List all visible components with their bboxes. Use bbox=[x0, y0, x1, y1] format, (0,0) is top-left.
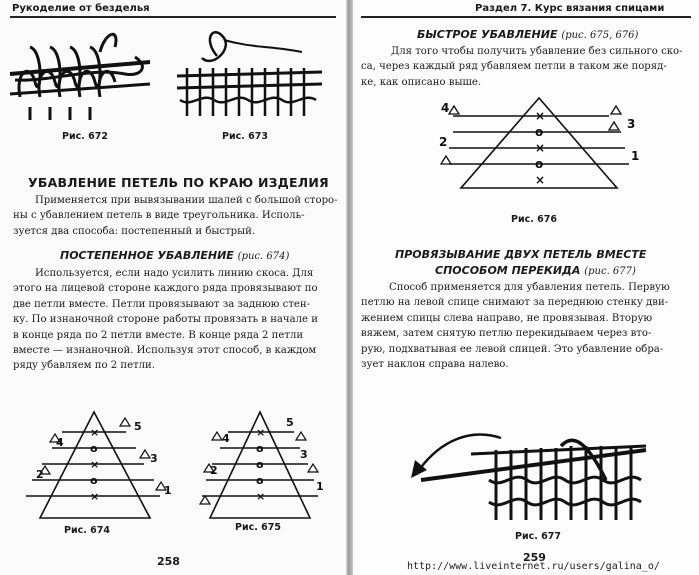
body-line: две петли вместе. Петли провязывают за заднюю стен- bbox=[13, 298, 311, 310]
figure-677-caption: Рис. 677 bbox=[515, 531, 561, 542]
fig675-row-number: 1 bbox=[316, 480, 324, 493]
intro-paragraph bbox=[13, 193, 338, 239]
figure-677-illustration bbox=[411, 420, 651, 530]
left-page bbox=[0, 0, 346, 575]
section2-title-line2 bbox=[435, 264, 636, 277]
figure-676-caption: Рис. 676 bbox=[511, 214, 557, 225]
figure-673-caption: Рис. 673 bbox=[222, 131, 268, 142]
body-line: вместе — изнаночной. Используя этот способ, в каждом bbox=[13, 345, 317, 357]
fig674-row-number: 1 bbox=[164, 484, 172, 497]
body-line: в конце ряда по 2 петли вместе. В конце ряда 2 петли bbox=[13, 329, 304, 341]
figure-676-diagram bbox=[439, 96, 639, 194]
section1-title-text: БЫСТРОЕ УБАВЛЕНИЕ bbox=[417, 28, 558, 41]
fig674-symbol: o bbox=[90, 474, 98, 487]
right-running-header: Раздел 7. Курс вязания спицами bbox=[475, 3, 665, 14]
right-header-rule bbox=[361, 16, 691, 18]
left-page-number: 258 bbox=[157, 555, 180, 568]
fig676-symbol: o bbox=[535, 157, 544, 171]
section1-line: Для того чтобы получить убавление без сильного ско- bbox=[391, 46, 683, 57]
watermark-url: http://www.liveinternet.ru/users/galina_o/ bbox=[407, 561, 660, 572]
figure-673-illustration bbox=[172, 28, 327, 120]
subsection-title-text: ПОСТЕПЕННОЕ УБАВЛЕНИЕ bbox=[60, 249, 234, 262]
section2-title-line2-text: СПОСОБОМ ПЕРЕКИДА bbox=[435, 264, 581, 277]
figure-675-diagram bbox=[200, 410, 330, 522]
section2-line: зует наклон справа налево. bbox=[361, 359, 509, 371]
fig676-symbol: o bbox=[535, 125, 544, 139]
fig676-symbol: × bbox=[535, 141, 546, 155]
subsection-figure-ref: (рис. 674) bbox=[237, 251, 290, 262]
figure-674-diagram bbox=[22, 410, 172, 522]
fig675-row-number: 4 bbox=[222, 432, 230, 445]
gradual-paragraph bbox=[13, 266, 335, 374]
right-page-number: 259 bbox=[523, 551, 546, 564]
fig675-symbol: o bbox=[256, 474, 264, 487]
section2-line: петлю на левой спице снимают за переднюю стенку дви- bbox=[361, 297, 669, 309]
figure-675-caption: Рис. 675 bbox=[235, 522, 281, 533]
body-line: Используется, если надо усилить линию скоса. Для bbox=[35, 268, 314, 279]
section-title-edge-decrease: УБАВЛЕНИЕ ПЕТЕЛЬ ПО КРАЮ ИЗДЕЛИЯ bbox=[28, 175, 329, 190]
fig675-row-number: 5 bbox=[286, 416, 294, 429]
intro-line: ны с убавлением петель в виде треугольника. Исполь- bbox=[13, 210, 305, 222]
fig674-row-number: 5 bbox=[134, 420, 142, 433]
fig674-row-number: 3 bbox=[150, 452, 158, 465]
fig674-symbol: × bbox=[90, 490, 100, 503]
section2-line: вяжем, затем снятую петлю перекидываем через вто- bbox=[361, 328, 652, 340]
fig674-row-number: 4 bbox=[56, 436, 64, 449]
fig676-row-number: 4 bbox=[441, 101, 450, 115]
fig676-symbol: × bbox=[535, 173, 546, 187]
section1-figure-ref: (рис. 675, 676) bbox=[561, 30, 639, 41]
fig675-symbol: o bbox=[256, 442, 264, 455]
fig674-symbol: × bbox=[90, 458, 100, 471]
fig674-symbol: o bbox=[90, 442, 98, 455]
fig676-row-number: 2 bbox=[439, 135, 448, 149]
figure-674-caption: Рис. 674 bbox=[64, 525, 110, 536]
fig675-row-number: 2 bbox=[210, 464, 218, 477]
section1-line: ке, как описано выше. bbox=[361, 76, 482, 88]
section2-title-line1: ПРОВЯЗЫВАНИЕ ДВУХ ПЕТЕЛЬ ВМЕСТЕ bbox=[395, 248, 647, 261]
fig675-symbol: × bbox=[256, 490, 266, 503]
subsection-title-gradual bbox=[60, 249, 289, 262]
fig675-row-number: 3 bbox=[300, 448, 308, 461]
fig675-symbol: o bbox=[256, 458, 264, 471]
section2-line: рую, подхватывая ее левой спицей. Это убавление обра- bbox=[361, 343, 664, 355]
intro-line: Применяется при вывязывании шалей с большой сторо- bbox=[35, 195, 338, 206]
fig674-symbol: × bbox=[90, 426, 100, 439]
section-title-fast-decrease bbox=[417, 28, 638, 41]
section1-line: са, через каждый ряд убавляем петли в таком же поряд- bbox=[361, 61, 667, 73]
section2-line: Способ применяется для убавления петель. Первую bbox=[389, 282, 670, 293]
left-running-header: Рукоделие от безделья bbox=[12, 3, 150, 14]
intro-line: зуется два способа: постепенный и быстрый. bbox=[13, 225, 256, 237]
body-line: этого на лицевой стороне каждого ряда провязывают по bbox=[13, 283, 318, 295]
figure-672-illustration bbox=[10, 22, 160, 122]
body-line: ряду убавляем по 2 петли. bbox=[13, 360, 155, 372]
section2-figure-ref: (рис. 677) bbox=[584, 266, 636, 277]
fig676-row-number: 3 bbox=[627, 117, 636, 131]
fast-decrease-paragraph bbox=[361, 44, 691, 90]
fig674-row-number: 2 bbox=[36, 468, 44, 481]
left-header-rule bbox=[10, 16, 336, 18]
fig676-symbol: × bbox=[535, 109, 546, 123]
fig676-row-number: 1 bbox=[631, 149, 640, 163]
fig675-symbol: × bbox=[256, 426, 266, 439]
book-spine-gutter bbox=[346, 0, 353, 575]
right-page bbox=[353, 0, 699, 575]
yarn-over-paragraph bbox=[361, 280, 691, 372]
section2-line: жением спицы слева направо, не провязывая. Вторую bbox=[361, 312, 653, 324]
body-line: ку. По изнаночной стороне работы провязать в начале и bbox=[13, 314, 318, 326]
figure-672-caption: Рис. 672 bbox=[62, 131, 108, 142]
